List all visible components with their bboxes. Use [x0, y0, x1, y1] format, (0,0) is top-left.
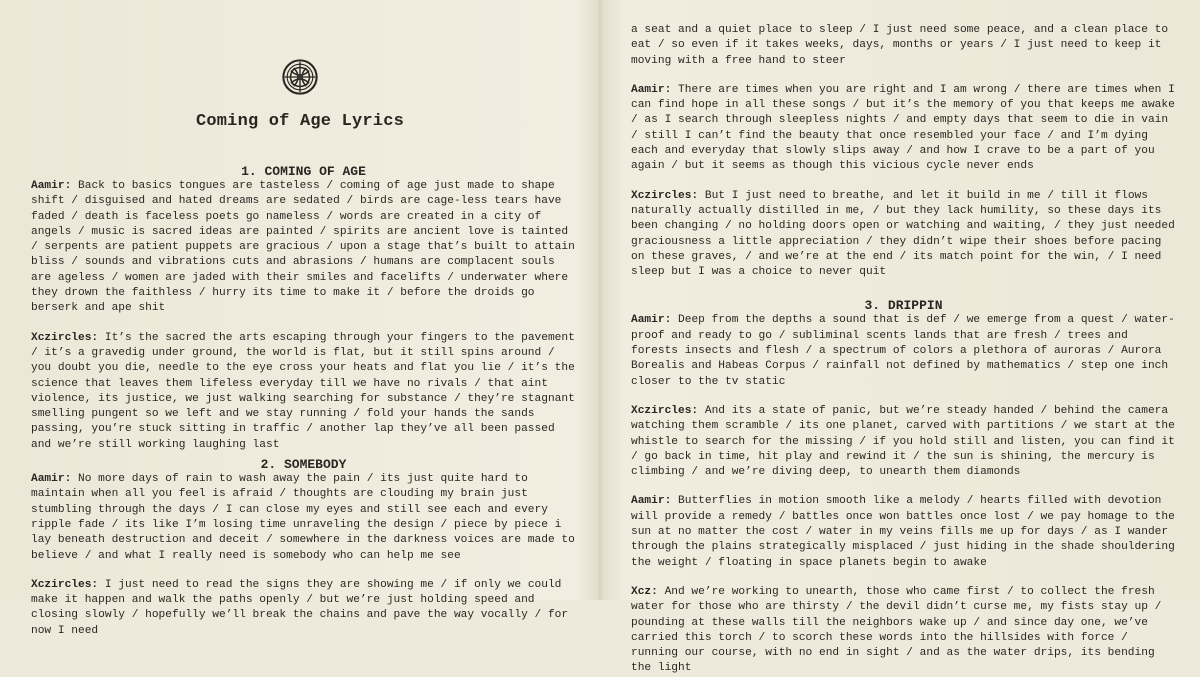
booklet-title: Coming of Age Lyrics — [195, 112, 405, 131]
song-title: 3. DRIPPIN — [864, 298, 943, 314]
verse-text: Back to basics tongues are tasteless / coming of age just made to shape shift / disguised and hated dreams are sedated / birds are cage-less tears have faded / death is faceless poets go nameless / words are created in a city of angels / music is sacred ideas are painted / spirits are ancient love is tainted / serpents are patient puppets are gracious / upon a stage that’s built to attain bliss / sounds and vibrations cuts and abrasions / humans are complacent souls are ageless / women are jaded with their smiles and facelifts / underwater where they drown the faithless / hurry its time to make it / before the droids go berserk and ape shit — [31, 180, 575, 315]
verse — [631, 494, 1176, 570]
artist-name: Xczircles: — [631, 189, 699, 202]
verse — [31, 472, 576, 564]
verse-text: But I just need to breathe, and let it build in me / till it flows naturally actually distilled in me, / but they lack humility, so these days its been changing / no holding doors open or watching and waiting, / they just needed graciousness a little appreciation / they didn’t wipe their shoes before pacing on these graves, / and we’re at the end / its match point for the win, / I need sleep but I was a choice to never quit — [631, 189, 1175, 279]
verse-text: And we’re working to unearth, those who came first / to collect the fresh water for those who are thirsty / the devil didn’t curse me, my fists stay up / pounding at these walls till the neighbors wake up / and since day one, we’ve carried this torch / to scorch these words into the hillsides with force / running our course, with no end in sight / and as the water drips, its bending the light — [631, 585, 1162, 675]
artist-name: Aamir: — [31, 180, 72, 192]
right-page — [600, 0, 1200, 675]
verse-text: I just need to read the signs they are showing me / if only we could make it happen and walk the paths openly / but we’re just holding speed and closing slowly / hopefully we’ll break the chains and pave the way vocally / for now I need — [31, 578, 569, 637]
artist-name: Aamir: — [631, 314, 672, 327]
verse-text: It’s the sacred the arts escaping through your fingers to the pavement / it’s a gravedig under ground, the world is flat, but it still spins around / you doubt you die, needle to the eye cross your heats and flat you lie / it’s the science that leaves them lifeless everyday till we have no rivals / that aint violence, its justice, we just walking searching for substance / they’re stagnant smelling pungent so we left and we stay running / fold your hands the sands passing, you’re stuck sitting in traffic / another lap they’ve all been passed and we’re still working laughing last — [31, 331, 575, 451]
artist-name: Xcz: — [631, 585, 658, 598]
verse-text: Butterflies in motion smooth like a melody / hearts filled with devotion will provide a remedy / battles once won battles once lost / we pay homage to the sun at no matter the cost / water in my veins fills me up for days / as I wander through the plains strategically misplaced / just hiding in the shade shouldering the weight / floating in space planets begin to awake — [631, 495, 1175, 569]
artist-name: Aamir: — [31, 473, 72, 486]
verse — [31, 179, 576, 317]
verse — [631, 585, 1176, 677]
artist-name: Xczircles: — [631, 404, 699, 417]
right-lyrics-column — [631, 23, 1176, 677]
song-title: 2. SOMEBODY — [260, 457, 347, 473]
verse — [631, 189, 1176, 281]
left-lyrics-column — [31, 164, 576, 639]
artist-name: Xczircles: — [31, 578, 99, 591]
verse-text: No more days of rain to wash away the pain / its just quite hard to maintain when all you feel is afraid / thoughts are clouding my brain just stumbling through the days / I can close my eyes and still see each and every ripple fade / its like I’m losing time unraveling the design / piece by piece i lay beneath destruction and deceit / somewhere in the darkness voices are made to believe / and what I really need is somebody who can help me see — [31, 473, 575, 562]
verse — [631, 404, 1176, 480]
continuation-text: a seat and a quiet place to sleep / I just need some peace, and a clean place to eat / so even if it takes weeks, days, months or years / I just need to keep it moving with a free hand to steer — [631, 24, 1169, 67]
song-title: 1. COMING OF AGE — [241, 164, 366, 179]
verse-text: And its a state of panic, but we’re steady handed / behind the camera watching them scramble / its one planet, carved with partitions / we start at the whistle to search for the missing / if you hold still and listen, you can find it / go back in time, hit play and rewind it / the sun is shining, the mercury is climbing / and we’re diving deep, to unearth them diamonds — [631, 404, 1175, 479]
artist-name: Aamir: — [631, 495, 672, 508]
verse-text: There are times when you are right and I am wrong / there are times when I can find hope in all these songs / but it’s the memory of you that keeps me awake / as I search through sleepless nights / and empty days that seem to die in vain / still I can’t find the beauty that once resembled your face / and I’m dying each and everyday that slowly slips away / and how I crave to be a part of you again / but it seems as though this vicious cycle never ends — [631, 83, 1175, 173]
verse — [631, 313, 1176, 389]
verse — [31, 578, 576, 639]
left-page — [0, 0, 600, 637]
artist-name: Aamir: — [631, 83, 672, 96]
verse — [31, 331, 576, 453]
celtic-knot-emblem-icon — [281, 58, 319, 96]
verse-text: Deep from the depths a sound that is def / we emerge from a quest / water-proof and ready to go / subliminal scents lands that are fresh / trees and forests insects and flesh / a spectrum of colors a plethora of auroras / Aurora Borealis and Habeas Corpus / rainfall not defined by mathematics / step one inch closer to the tv static — [631, 314, 1175, 388]
verse — [631, 83, 1176, 175]
artist-name: Xczircles: — [31, 331, 99, 344]
